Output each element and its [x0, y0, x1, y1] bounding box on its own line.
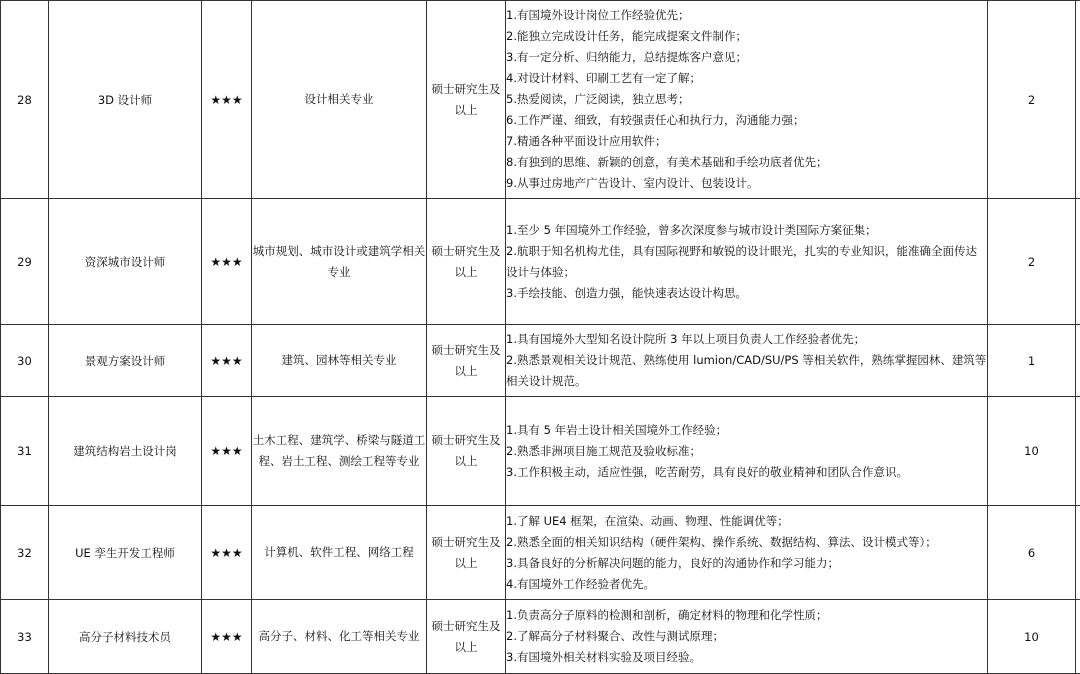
major-requirement: 高分子、材料、化工等相关专业 — [252, 600, 427, 674]
job-title: 3D 设计师 — [49, 1, 202, 199]
job-title: UE 孪生开发工程师 — [49, 506, 202, 600]
requirement-line: 2.熟悉全面的相关知识结构（硬件架构、操作系统、数据结构、算法、设计模式等）； — [506, 532, 987, 553]
requirement-line: 2.能独立完成设计任务，能完成提案文件制作； — [506, 26, 987, 47]
education-requirement: 硕士研究生及以上 — [427, 600, 506, 674]
requirement-line: 2.熟悉非洲项目施工规范及验收标准； — [506, 441, 987, 462]
job-title: 建筑结构岩土设计岗 — [49, 397, 202, 506]
requirement-line: 3.有国境外相关材料实验及项目经验。 — [506, 647, 987, 668]
headcount: 2 — [988, 1, 1076, 199]
major-requirement: 城市规划、城市设计或建筑学相关专业 — [252, 199, 427, 325]
headcount: 2 — [988, 199, 1076, 325]
education-requirement: 硕士研究生及以上 — [427, 506, 506, 600]
major-requirement: 建筑、园林等相关专业 — [252, 325, 427, 397]
row-number: 32 — [1, 506, 49, 600]
requirement-line: 1.负责高分子原料的检测和剖析，确定材料的物理和化学性质； — [506, 605, 987, 626]
extra-column — [1076, 600, 1080, 674]
extra-column — [1076, 1, 1080, 199]
education-requirement: 硕士研究生及以上 — [427, 199, 506, 325]
headcount: 10 — [988, 600, 1076, 674]
job-requirements — [506, 199, 988, 325]
table-row — [1, 325, 1080, 397]
priority-stars: ★★★ — [202, 199, 252, 325]
requirement-line: 1.至少 5 年国境外工作经验，曾多次深度参与城市设计类国际方案征集； — [506, 220, 987, 241]
major-requirement: 土木工程、建筑学、桥梁与隧道工程、岩土工程、测绘工程等专业 — [252, 397, 427, 506]
extra-column — [1076, 506, 1080, 600]
priority-stars: ★★★ — [202, 506, 252, 600]
extra-column — [1076, 325, 1080, 397]
requirement-line: 5.热爱阅读，广泛阅读，独立思考； — [506, 89, 987, 110]
table-row — [1, 600, 1080, 674]
job-title: 资深城市设计师 — [49, 199, 202, 325]
extra-column — [1076, 397, 1080, 506]
education-requirement: 硕士研究生及以上 — [427, 1, 506, 199]
requirement-line: 2.了解高分子材料聚合、改性与测试原理； — [506, 626, 987, 647]
job-requirements — [506, 506, 988, 600]
priority-stars: ★★★ — [202, 397, 252, 506]
priority-stars: ★★★ — [202, 600, 252, 674]
row-number: 33 — [1, 600, 49, 674]
row-number: 30 — [1, 325, 49, 397]
table-row — [1, 1, 1080, 199]
education-requirement: 硕士研究生及以上 — [427, 397, 506, 506]
requirement-line: 3.具备良好的分析解决问题的能力，良好的沟通协作和学习能力； — [506, 553, 987, 574]
row-number: 31 — [1, 397, 49, 506]
requirement-line: 9.从事过房地产广告设计、室内设计、包装设计。 — [506, 173, 987, 194]
job-title: 景观方案设计师 — [49, 325, 202, 397]
row-number: 28 — [1, 1, 49, 199]
requirement-line: 8.有独到的思维、新颖的创意，有美术基础和手绘功底者优先； — [506, 152, 987, 173]
table-row — [1, 199, 1080, 325]
requirement-line: 7.精通各种平面设计应用软件； — [506, 131, 987, 152]
requirement-line: 2.熟悉景观相关设计规范、熟练使用 lumion/CAD/SU/PS 等相关软件，熟练掌握园林、建筑等相关设计规范。 — [506, 350, 987, 392]
row-number: 29 — [1, 199, 49, 325]
priority-stars: ★★★ — [202, 1, 252, 199]
headcount: 6 — [988, 506, 1076, 600]
requirement-line: 3.工作积极主动，适应性强，吃苦耐劳，具有良好的敬业精神和团队合作意识。 — [506, 462, 987, 483]
table-row — [1, 506, 1080, 600]
job-requirements — [506, 600, 988, 674]
job-requirements — [506, 1, 988, 199]
extra-column — [1076, 199, 1080, 325]
requirement-line: 3.有一定分析、归纳能力，总结提炼客户意见； — [506, 47, 987, 68]
education-requirement: 硕士研究生及以上 — [427, 325, 506, 397]
requirement-line: 4.有国境外工作经验者优先。 — [506, 574, 987, 595]
job-title: 高分子材料技术员 — [49, 600, 202, 674]
priority-stars: ★★★ — [202, 325, 252, 397]
requirement-line: 1.了解 UE4 框架，在渲染、动画、物理、性能调优等； — [506, 511, 987, 532]
headcount: 1 — [988, 325, 1076, 397]
requirement-line: 1.有国境外设计岗位工作经验优先； — [506, 5, 987, 26]
requirement-line: 6.工作严谨、细致，有较强责任心和执行力，沟通能力强； — [506, 110, 987, 131]
headcount: 10 — [988, 397, 1076, 506]
major-requirement: 计算机、软件工程、网络工程 — [252, 506, 427, 600]
requirement-line: 4.对设计材料、印刷工艺有一定了解； — [506, 68, 987, 89]
job-requirements — [506, 325, 988, 397]
table-row — [1, 397, 1080, 506]
requirement-line: 1.具有 5 年岩土设计相关国境外工作经验； — [506, 420, 987, 441]
job-requirements — [506, 397, 988, 506]
requirement-line: 3.手绘技能、创造力强，能快速表达设计构思。 — [506, 283, 987, 304]
requirement-line: 1.具有国境外大型知名设计院所 3 年以上项目负责人工作经验者优先； — [506, 329, 987, 350]
major-requirement: 设计相关专业 — [252, 1, 427, 199]
requirement-line: 2.航职于知名机构尤佳，具有国际视野和敏锐的设计眼光，扎实的专业知识，能准确全面传达设计与体验； — [506, 241, 987, 283]
